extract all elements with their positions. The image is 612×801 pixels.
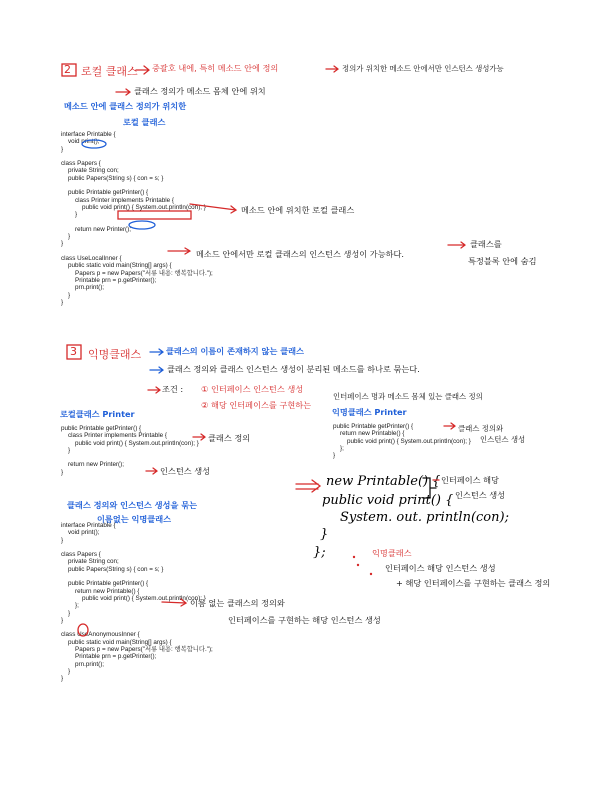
hand-anon-d2: + 해당 인터페이스를 구현하는 클래스 정의 <box>396 578 551 588</box>
dot-1 <box>353 556 355 558</box>
dot-3 <box>370 573 372 575</box>
dot-2 <box>357 564 359 566</box>
code-line: return new Printable() { <box>61 587 140 595</box>
hand-code-2: public void print() { <box>322 493 454 508</box>
cond-label: 조건 : <box>162 384 184 394</box>
arrow-hand <box>296 480 320 492</box>
blue-note-2: 로컬 클래스 <box>123 117 166 127</box>
code-line: interface Printable { <box>61 131 116 138</box>
local-desc-3: 클래스 정의가 메소드 몸체 안에 위치 <box>134 86 266 96</box>
arrow-hide <box>448 242 465 248</box>
code-line: } <box>61 667 71 675</box>
anon-desc-2: 클래스 정의와 클래스 인스턴스 생성이 분리된 메소드를 하나로 묶는다. <box>167 364 420 374</box>
code-line: } <box>61 211 78 219</box>
code-line: class Papers { <box>61 160 101 168</box>
local-desc-2: 정의가 위치한 메소드 안에서만 인스턴스 생성가능 <box>342 64 504 73</box>
code-line: } <box>61 468 64 476</box>
hand-note-2: 인스턴스 생성 <box>455 490 506 500</box>
code-line: class Printer implements Printable { <box>61 432 168 440</box>
code-line: } <box>61 536 64 544</box>
code-line: private String con; <box>61 167 119 175</box>
arrow-anon-2 <box>150 367 163 373</box>
code-line: Papers p = new Papers("서류 내용: 행복합니다."); <box>61 646 213 654</box>
section-number-2: 2 <box>64 63 71 76</box>
code-line: } <box>61 616 64 624</box>
blue-note-1: 메소드 안에 클래스 정의가 위치한 <box>64 101 187 111</box>
code-line: }; <box>333 444 344 452</box>
code-line: } <box>61 298 64 306</box>
code-line: return new Printer(); <box>61 225 131 233</box>
label-local-printer: 로컬클래스 Printer <box>60 409 135 419</box>
anon-desc-1: 클래스의 이름이 존재하지 않는 클래스 <box>166 346 304 356</box>
code-line: }; <box>61 602 79 610</box>
code-line: Printable prn = p.getPrinter(); <box>61 276 157 284</box>
hand-code-5: }; <box>313 545 326 560</box>
code-line: } <box>61 675 64 683</box>
code-line: } <box>61 291 71 299</box>
code-line: class UseAnonymousInner { <box>61 631 140 639</box>
hand-anon-label: 익명클래스 <box>372 548 412 558</box>
code-line: class Papers { <box>61 551 101 559</box>
code-line: } <box>61 609 71 617</box>
section-number-3: 3 <box>70 345 77 358</box>
code-line: public Papers(String s) { con = s; } <box>61 565 164 573</box>
code-line: public Printable getPrinter() { <box>333 423 414 430</box>
section-title-local: 로컬 클래스 <box>81 65 138 78</box>
code-line: public void print() { System.out.println(con); } <box>61 594 206 602</box>
code-line: interface Printable { <box>61 522 116 529</box>
code-line: public Printable getPrinter() { <box>61 580 149 588</box>
code-line: public void print() { System.out.println(con); } <box>61 439 199 447</box>
blue-bottom-1: 클래스 정의와 인스턴스 생성을 묶는 <box>67 500 198 510</box>
code-line: private String con; <box>61 558 119 566</box>
section-title-anon: 익명클래스 <box>88 348 142 361</box>
note-instance-only: 메소드 안에서만 로컬 클래스의 인스턴스 생성이 가능하다. <box>196 249 405 259</box>
code-line: } <box>333 452 336 460</box>
code-line: void print(); <box>61 138 100 146</box>
note-hide-1: 클래스를 <box>470 239 502 249</box>
note-hide-2: 특정블록 안에 숨김 <box>468 256 537 266</box>
arrow-local-3 <box>116 89 130 95</box>
code-block-local <box>61 131 213 306</box>
code-line: } <box>61 446 71 454</box>
cond-1: ① 인터페이스 인스턴스 생성 <box>201 384 304 394</box>
code-line: class Printer implements Printable { <box>61 196 175 204</box>
code-line: public Printable getPrinter() { <box>61 189 149 197</box>
blue-bottom-2: 이름없는 익명클래스 <box>97 514 172 524</box>
anon-note-2: 인터페이스를 구현하는 해당 인스턴스 생성 <box>228 615 381 625</box>
code-line: Printable prn = p.getPrinter(); <box>61 653 157 661</box>
hand-note-1: 인터페이스 해당 <box>441 475 499 485</box>
code-line: Papers p = new Papers("서류 내용: 행복합니다."); <box>61 269 213 277</box>
code-line: public static void main(String[] args) { <box>61 262 172 270</box>
arrow-anon-1 <box>150 349 163 355</box>
code-line: } <box>61 240 64 248</box>
hand-code-3: System. out. println(con); <box>340 510 509 525</box>
code-line: public void print() { System.out.println(con); } <box>333 437 471 445</box>
code-line: public Papers(String s) { con = s; } <box>61 174 164 182</box>
code-line: prn.print(); <box>61 660 105 668</box>
code-block-anon-small <box>333 423 471 459</box>
note-method-local-class: 메소드 안에 위치한 로컬 클래스 <box>241 205 355 215</box>
code-line: void print(); <box>61 529 100 537</box>
code-line: public static void main(String[] args) { <box>61 638 172 646</box>
cond-2: ② 해당 인터페이스를 구현하는 <box>201 400 312 410</box>
code-line: } <box>61 145 64 153</box>
code-line: class UseLocalInner { <box>61 255 122 263</box>
note-anon-inst: 인스턴스 생성 <box>480 435 526 444</box>
note-anon-def: 클래스 정의와 <box>458 424 504 433</box>
code-line: } <box>61 233 71 241</box>
arrow-anon-3 <box>148 387 160 393</box>
code-line: public Printable getPrinter() { <box>61 425 142 432</box>
hand-code-4: } <box>320 527 329 542</box>
hand-code-1: new Printable() { <box>326 474 441 489</box>
note-instance-make: 인스턴스 생성 <box>160 466 211 476</box>
note-class-def: 클래스 정의 <box>208 433 251 443</box>
local-desc-1: 중괄호 내에, 특히 메소드 안에 정의 <box>152 63 279 73</box>
code-line: return new Printer(); <box>61 461 124 469</box>
arrow-local-2 <box>326 66 338 72</box>
code-line: return new Printable() { <box>333 430 405 438</box>
label-anon-printer: 익명클래스 Printer <box>332 407 407 417</box>
code-line: public void print() { System.out.println(con); } <box>61 203 206 211</box>
anon-note-1: 이름 없는 클래스의 정의와 <box>190 598 285 608</box>
cond-2b: 인터페이스 명과 메소드 몸체 있는 클래스 정의 <box>333 392 483 401</box>
code-line: prn.print(); <box>61 284 105 292</box>
hand-anon-d1: 인터페이스 해당 인스턴스 생성 <box>385 563 496 573</box>
